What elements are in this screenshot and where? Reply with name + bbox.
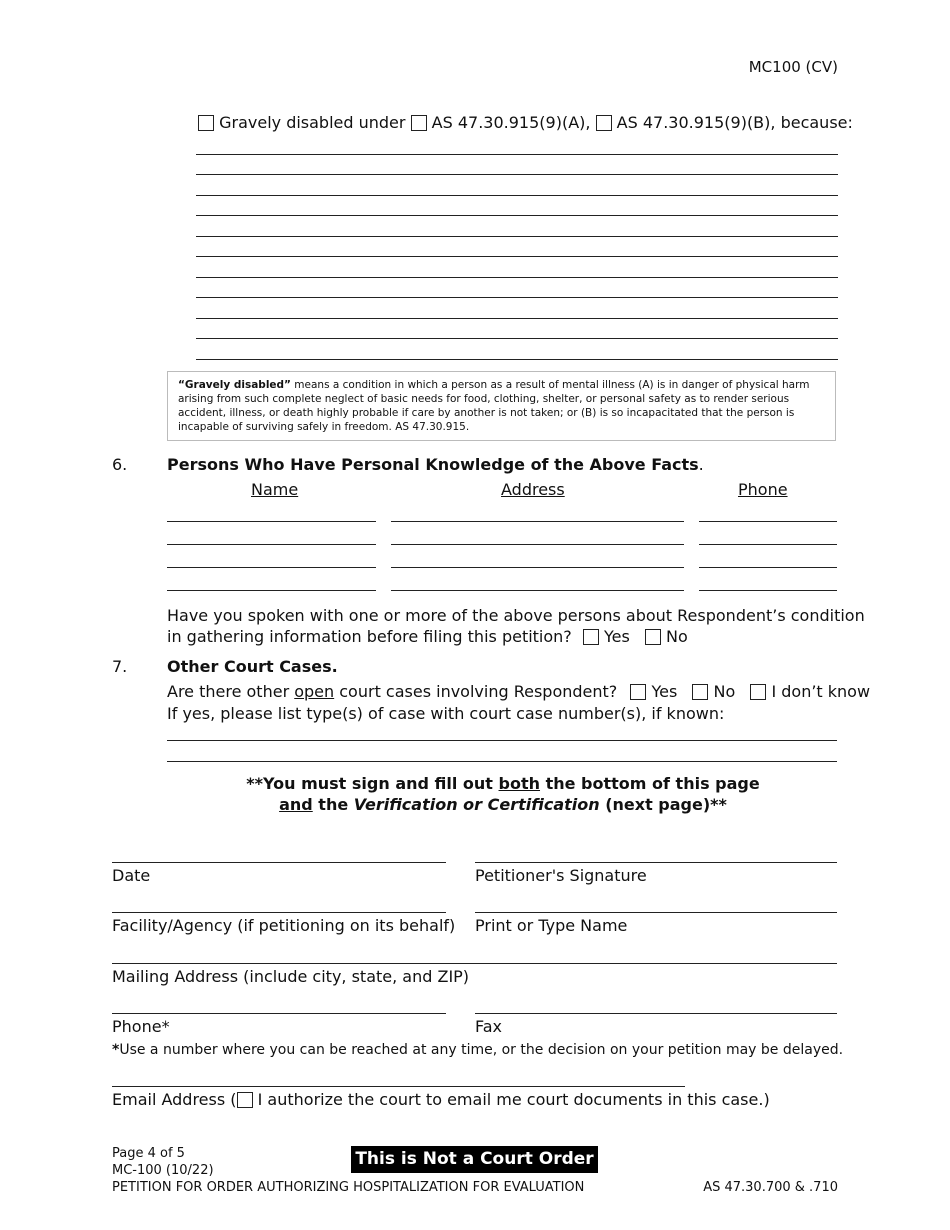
- column-header-name: Name: [251, 480, 299, 499]
- fax-label: Fax: [475, 1017, 503, 1036]
- writing-line[interactable]: [196, 338, 838, 339]
- signature-line[interactable]: [475, 862, 837, 863]
- section-6-number: 6.: [112, 455, 128, 474]
- spoken-question-row: [167, 627, 688, 646]
- writing-line[interactable]: [196, 256, 838, 257]
- name-line[interactable]: [167, 544, 376, 545]
- other-cases-yes-checkbox[interactable]: [630, 684, 646, 700]
- address-line[interactable]: [391, 521, 684, 522]
- case-list-line[interactable]: [167, 761, 837, 762]
- statute-b-checkbox[interactable]: [596, 115, 612, 131]
- address-line[interactable]: [391, 590, 684, 591]
- spoken-question-line2: in gathering information before filing this petition?: [167, 627, 572, 646]
- name-line[interactable]: [167, 521, 376, 522]
- sign-instruction-line1: **You must sign and fill out both the bottom of this page: [246, 774, 760, 793]
- statute-a-label: AS 47.30.915(9)(A),: [431, 113, 591, 132]
- phone-label: Phone*: [112, 1017, 170, 1036]
- writing-line[interactable]: [196, 215, 838, 216]
- column-header-address: Address: [501, 480, 565, 499]
- statute-reference: AS 47.30.700 & .710: [703, 1180, 838, 1195]
- definition-term: “Gravely disabled”: [178, 379, 291, 391]
- writing-line[interactable]: [196, 174, 838, 175]
- other-cases-yes-label: Yes: [651, 682, 678, 701]
- not-court-order-banner: This is Not a Court Order: [351, 1146, 598, 1173]
- form-revision: MC-100 (10/22): [112, 1163, 214, 1178]
- column-header-phone: Phone: [738, 480, 788, 499]
- writing-line[interactable]: [196, 195, 838, 196]
- spoken-no-checkbox[interactable]: [645, 629, 661, 645]
- section-7-title: Other Court Cases.: [167, 657, 338, 676]
- fax-line[interactable]: [475, 1013, 837, 1014]
- other-cases-no-checkbox[interactable]: [692, 684, 708, 700]
- gravely-disabled-definition: [167, 371, 836, 441]
- spoken-yes-checkbox[interactable]: [583, 629, 599, 645]
- writing-line[interactable]: [196, 297, 838, 298]
- email-label: Email Address (: [112, 1090, 237, 1109]
- form-code: MC100 (CV): [748, 58, 838, 76]
- print-name-label: Print or Type Name: [475, 916, 628, 935]
- spoken-question-line1: Have you spoken with one or more of the above persons about Respondent’s condition: [167, 606, 865, 625]
- name-line[interactable]: [167, 567, 376, 568]
- date-label: Date: [112, 866, 151, 885]
- writing-line[interactable]: [196, 236, 838, 237]
- phone-line[interactable]: [112, 1013, 446, 1014]
- name-line[interactable]: [167, 590, 376, 591]
- other-cases-row: Are there other open court cases involving Respondent? Yes No I don’t know: [167, 682, 871, 701]
- facility-line[interactable]: [112, 912, 446, 913]
- gravely-disabled-label: Gravely disabled under: [219, 113, 406, 132]
- form-title: PETITION FOR ORDER AUTHORIZING HOSPITALIZATION FOR EVALUATION: [112, 1180, 585, 1195]
- page-number: Page 4 of 5: [112, 1146, 185, 1161]
- mailing-address-line[interactable]: [112, 963, 837, 964]
- phone-line[interactable]: [699, 590, 837, 591]
- other-cases-no-label: No: [713, 682, 736, 701]
- case-list-line[interactable]: [167, 740, 837, 741]
- other-cases-list-prompt: If yes, please list type(s) of case with court case number(s), if known:: [167, 704, 725, 723]
- spoken-yes-label: Yes: [603, 627, 630, 646]
- email-authorize-checkbox[interactable]: [237, 1092, 253, 1108]
- mailing-address-label: Mailing Address (include city, state, and ZIP): [112, 967, 470, 986]
- gravely-disabled-row: [198, 113, 853, 132]
- phone-line[interactable]: [699, 521, 837, 522]
- writing-line[interactable]: [196, 318, 838, 319]
- date-line[interactable]: [112, 862, 446, 863]
- statute-a-checkbox[interactable]: [411, 115, 427, 131]
- writing-line[interactable]: [196, 359, 838, 360]
- print-name-line[interactable]: [475, 912, 837, 913]
- phone-line[interactable]: [699, 544, 837, 545]
- sign-instruction-line2: and the Verification or Certification (next page)**: [279, 795, 727, 814]
- section-7-number: 7.: [112, 657, 128, 676]
- writing-line[interactable]: [196, 154, 838, 155]
- spoken-no-label: No: [666, 627, 688, 646]
- other-cases-dont-know-label: I don’t know: [771, 682, 871, 701]
- gravely-disabled-checkbox[interactable]: [198, 115, 214, 131]
- other-cases-dont-know-checkbox[interactable]: [750, 684, 766, 700]
- email-line[interactable]: [112, 1086, 685, 1087]
- facility-label: Facility/Agency (if petitioning on its behalf): [112, 916, 456, 935]
- petitioner-signature-label: Petitioner's Signature: [475, 866, 647, 885]
- section-6-title: Persons Who Have Personal Knowledge of the Above Facts.: [167, 455, 704, 474]
- email-authorize-label: I authorize the court to email me court documents in this case.): [252, 1090, 770, 1109]
- address-line[interactable]: [391, 544, 684, 545]
- address-line[interactable]: [391, 567, 684, 568]
- phone-line[interactable]: [699, 567, 837, 568]
- definition-text: means a condition in which a person as a result of mental illness (A) is in danger of physical harm arising from such complete neglect of basic needs for food, clothing, shelter, or personal safety as to render serious accident, illness, or death highly probable if care by another is not taken; or (B) is so incapacitated that the person is incapable of surviving safely in freedom. AS 47.30.915.: [178, 379, 810, 433]
- email-row: [112, 1090, 770, 1109]
- writing-line[interactable]: [196, 277, 838, 278]
- statute-b-label: AS 47.30.915(9)(B), because:: [616, 113, 853, 132]
- phone-note: *Use a number where you can be reached at any time, or the decision on your petition may be delayed.: [112, 1042, 844, 1058]
